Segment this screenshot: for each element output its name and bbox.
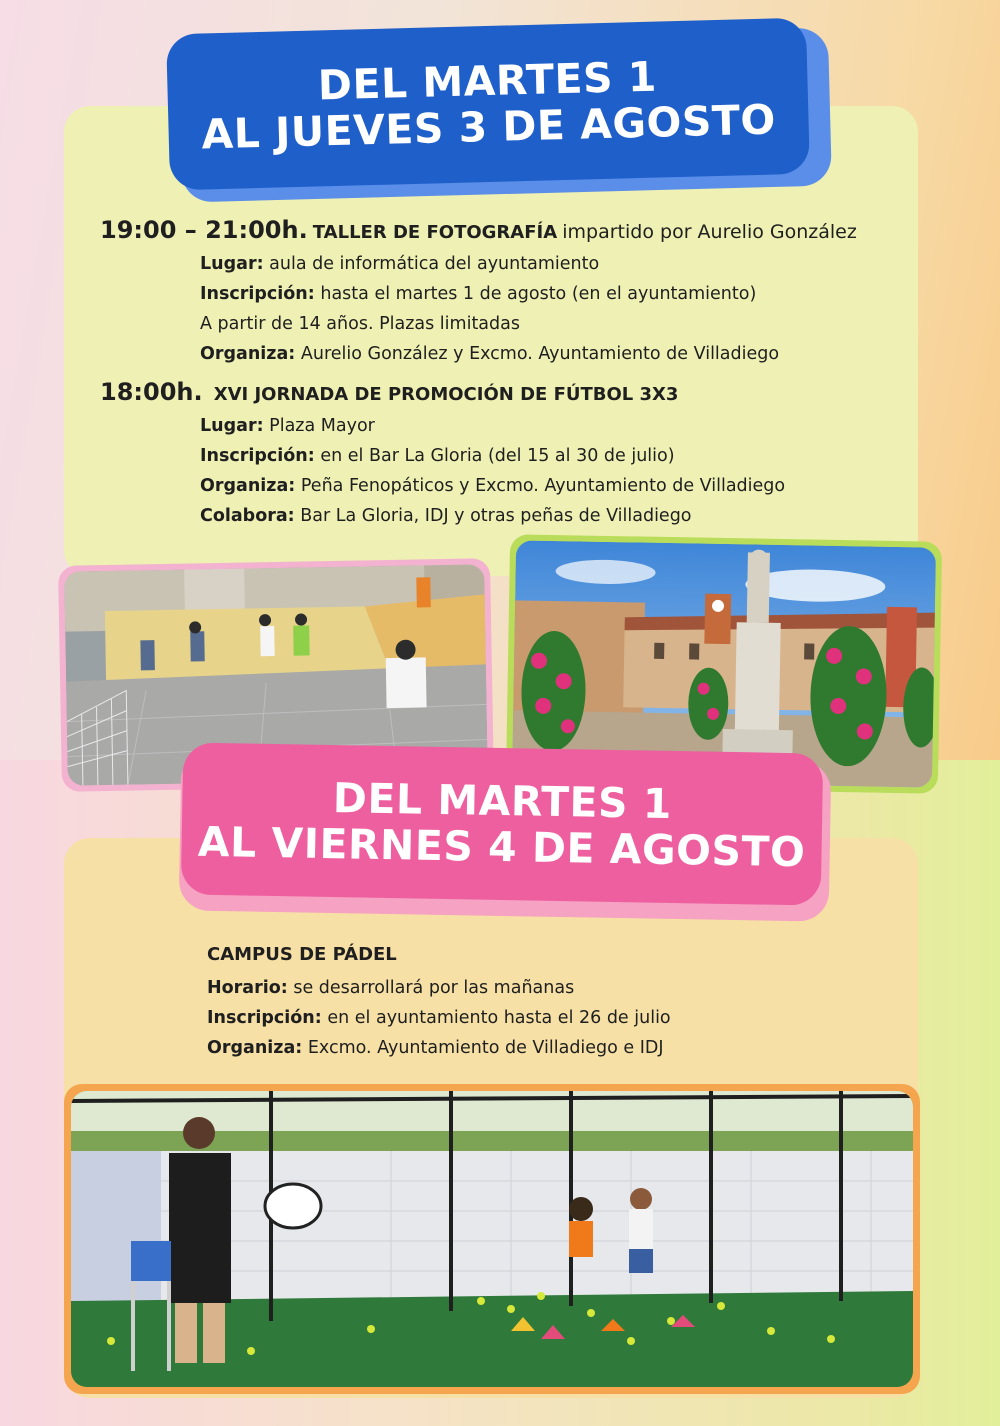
detail-label: Lugar: bbox=[200, 416, 264, 436]
event2-title bbox=[100, 378, 678, 406]
detail-value: en el Bar La Gloria (del 15 al 30 de julio) bbox=[320, 446, 675, 466]
detail-label: Inscripción: bbox=[200, 284, 315, 304]
detail-value: Aurelio González y Excmo. Ayuntamiento de Villadiego bbox=[300, 344, 780, 364]
section2-detail-organiza bbox=[207, 1038, 664, 1058]
event1-detail-lugar bbox=[200, 254, 599, 274]
section1-banner-line1: DEL MARTES 1 bbox=[317, 52, 658, 110]
detail-label: Organiza: bbox=[207, 1038, 303, 1058]
section1-banner-line2: AL JUEVES 3 DE AGOSTO bbox=[200, 95, 777, 159]
detail-label: Inscripción: bbox=[207, 1008, 322, 1028]
section1-banner bbox=[166, 18, 810, 191]
detail-value: aula de informática del ayuntamiento bbox=[269, 254, 600, 274]
event1-title bbox=[100, 216, 857, 244]
detail-value: A partir de 14 años. Plazas limitadas bbox=[200, 314, 520, 334]
detail-label: Lugar: bbox=[200, 254, 264, 274]
section2-banner-line1: DEL MARTES 1 bbox=[332, 774, 673, 828]
event1-detail-edad bbox=[200, 314, 520, 334]
event2-detail-inscripcion bbox=[200, 446, 675, 466]
section2-banner bbox=[181, 742, 824, 905]
detail-label: Organiza: bbox=[200, 344, 296, 364]
event2-time: 18:00h. bbox=[100, 378, 203, 406]
event1-detail-inscripcion bbox=[200, 284, 756, 304]
padel-photo bbox=[71, 1091, 913, 1387]
padel-photo-image bbox=[71, 1091, 913, 1387]
event1-name: TALLER DE FOTOGRAFÍA bbox=[312, 222, 558, 243]
detail-value: Peña Fenopáticos y Excmo. Ayuntamiento de Villadiego bbox=[300, 476, 786, 496]
section2-detail-inscripcion bbox=[207, 1008, 671, 1028]
event2-detail-colabora bbox=[200, 506, 692, 526]
section2-detail-horario bbox=[207, 978, 574, 998]
detail-value: se desarrollará por las mañanas bbox=[293, 978, 575, 998]
event2-detail-organiza bbox=[200, 476, 785, 496]
detail-label: Inscripción: bbox=[200, 446, 315, 466]
detail-label: Horario: bbox=[207, 978, 288, 998]
section2-banner-line2: AL VIERNES 4 DE AGOSTO bbox=[197, 817, 806, 877]
section2-event-title bbox=[207, 944, 397, 965]
detail-value: Bar La Gloria, IDJ y otras peñas de Villadiego bbox=[300, 506, 692, 526]
section2-event-name: CAMPUS DE PÁDEL bbox=[207, 944, 397, 965]
detail-value: Plaza Mayor bbox=[269, 416, 375, 436]
detail-value: hasta el martes 1 de agosto (en el ayuntamiento) bbox=[320, 284, 757, 304]
detail-label: Organiza: bbox=[200, 476, 296, 496]
event1-detail-organiza bbox=[200, 344, 779, 364]
event2-detail-lugar bbox=[200, 416, 375, 436]
event1-desc: impartido por Aurelio González bbox=[562, 221, 857, 243]
detail-value: en el ayuntamiento hasta el 26 de julio bbox=[327, 1008, 671, 1028]
detail-label: Colabora: bbox=[200, 506, 295, 526]
event1-time: 19:00 – 21:00h. bbox=[100, 216, 308, 244]
detail-value: Excmo. Ayuntamiento de Villadiego e IDJ bbox=[307, 1038, 664, 1058]
event2-name: XVI JORNADA DE PROMOCIÓN DE FÚTBOL 3X3 bbox=[213, 384, 679, 405]
